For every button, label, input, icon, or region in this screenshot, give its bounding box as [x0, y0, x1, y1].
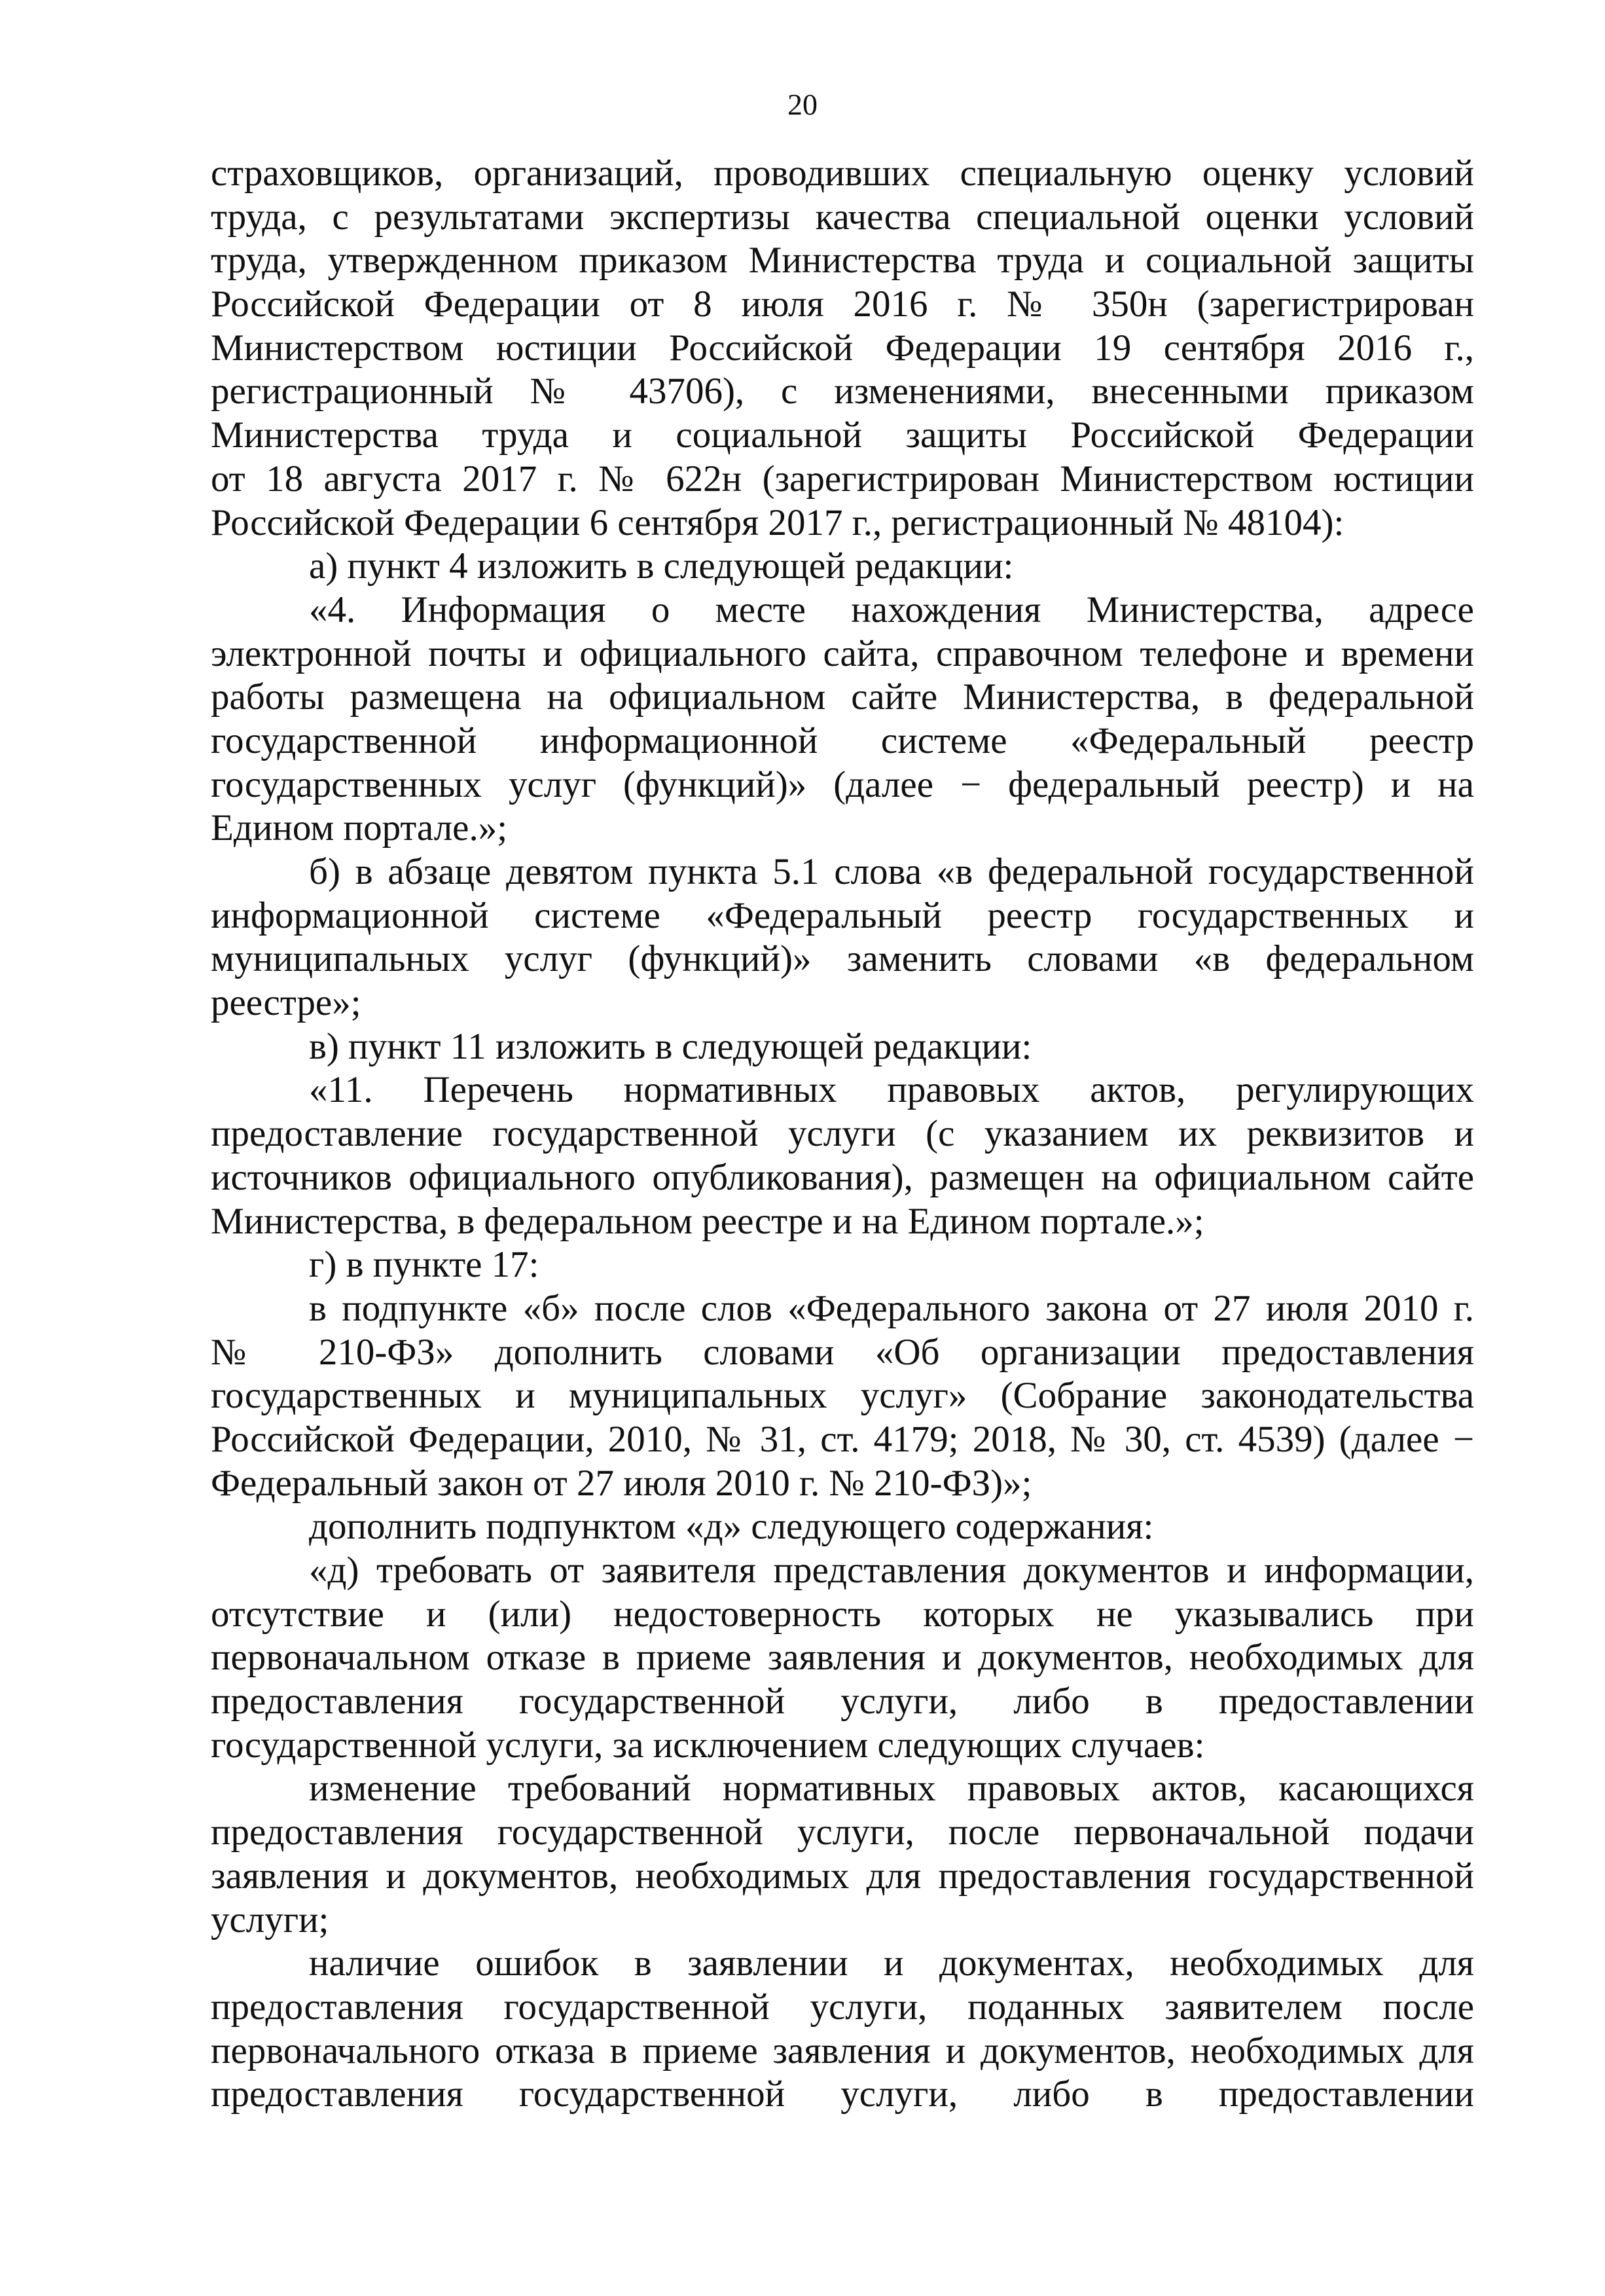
text-line: государственных и муниципальных услуг» (Собрание законодательства: [211, 1375, 1474, 1417]
text-line: заявления и документов, необходимых для предоставления государственной: [211, 1855, 1474, 1897]
text-line: первоначального отказа в приеме заявления и документов, необходимых для: [211, 2030, 1474, 2071]
text-line: труда, с результатами экспертизы качества специальной оценки условий: [211, 196, 1474, 238]
text-line: Министерства труда и социальной защиты Российской Федерации: [211, 414, 1474, 456]
text-line: предоставления государственной услуги, поданных заявителем после: [211, 1986, 1474, 2028]
text-line: первоначальном отказе в приеме заявления и документов, необходимых для: [211, 1637, 1474, 1679]
text-line: Российской Федерации 6 сентября 2017 г., регистрационный № 48104):: [211, 501, 1344, 543]
text-line: услуги;: [211, 1899, 329, 1941]
text-line: б) в абзаце девятом пункта 5.1 слова «в федеральной государственной: [309, 851, 1474, 892]
text-line: Российской Федерации от 8 июля 2016 г. № 350н (зарегистрирован: [211, 283, 1474, 325]
text-line: электронной почты и официального сайта, справочном телефоне и времени: [211, 632, 1474, 674]
text-line: предоставления государственной услуги, либо в предоставлении: [211, 1681, 1474, 1722]
text-line: регистрационный № 43706), с изменениями, внесенными приказом: [211, 371, 1474, 412]
text-line: «11. Перечень нормативных правовых актов, регулирующих: [309, 1069, 1474, 1111]
text-line: муниципальных услуг (функций)» заменить словами «в федеральном: [211, 938, 1474, 980]
text-line: труда, утвержденном приказом Министерства труда и социальной защиты: [211, 240, 1474, 282]
text-line: дополнить подпунктом «д» следующего содержания:: [309, 1506, 1154, 1548]
text-line: государственных услуг (функций)» (далее − федеральный реестр) и на: [211, 763, 1474, 805]
text-line: в подпункте «б» после слов «Федерального закона от 27 июля 2010 г.: [309, 1287, 1474, 1329]
text-line: Федеральный закон от 27 июля 2010 г. № 210-ФЗ)»;: [211, 1462, 1032, 1504]
text-line: Министерством юстиции Российской Федерации 19 сентября 2016 г.,: [211, 327, 1474, 369]
text-line: наличие ошибок в заявлении и документах, необходимых для: [309, 1942, 1474, 1984]
text-line: Российской Федерации, 2010, № 31, ст. 4179; 2018, № 30, ст. 4539) (далее −: [211, 1418, 1474, 1460]
text-line: предоставления государственной услуги, после первоначальной подачи: [211, 1812, 1474, 1853]
text-line: предоставление государственной услуги (с указанием их реквизитов и: [211, 1113, 1474, 1155]
text-line: отсутствие и (или) недостоверность которых не указывались при: [211, 1593, 1474, 1635]
text-line: предоставления государственной услуги, либо в предоставлении: [211, 2073, 1474, 2115]
text-line: Министерства, в федеральном реестре и на Едином портале.»;: [211, 1200, 1204, 1242]
text-line: г) в пункте 17:: [309, 1244, 539, 1286]
text-line: изменение требований нормативных правовых актов, касающихся: [309, 1768, 1474, 1810]
text-line: реестре»;: [211, 982, 361, 1024]
text-line: в) пункт 11 изложить в следующей редакции:: [309, 1025, 1032, 1067]
text-line: государственной информационной системе «Федеральный реестр: [211, 720, 1474, 761]
text-line: от 18 августа 2017 г. № 622н (зарегистрирован Министерством юстиции: [211, 458, 1474, 500]
text-line: страховщиков, организаций, проводивших специальную оценку условий: [211, 153, 1474, 194]
text-line: информационной системе «Федеральный реестр государственных и: [211, 894, 1474, 936]
text-line: Едином портале.»;: [211, 807, 508, 849]
document-body: [211, 152, 1474, 2117]
text-line: государственной услуги, за исключением следующих случаев:: [211, 1724, 1205, 1766]
text-line: источников официального опубликования), размещен на официальном сайте: [211, 1156, 1474, 1198]
text-line: «4. Информация о месте нахождения Министерства, адресе: [309, 589, 1474, 630]
text-line: «д) требовать от заявителя представления документов и информации,: [309, 1550, 1474, 1591]
page-number: 20: [787, 88, 818, 121]
text-line: № 210-ФЗ» дополнить словами «Об организации предоставления: [211, 1331, 1474, 1373]
text-line: работы размещена на официальном сайте Министерства, в федеральной: [211, 676, 1474, 718]
text-line: а) пункт 4 изложить в следующей редакции:: [309, 545, 1014, 587]
